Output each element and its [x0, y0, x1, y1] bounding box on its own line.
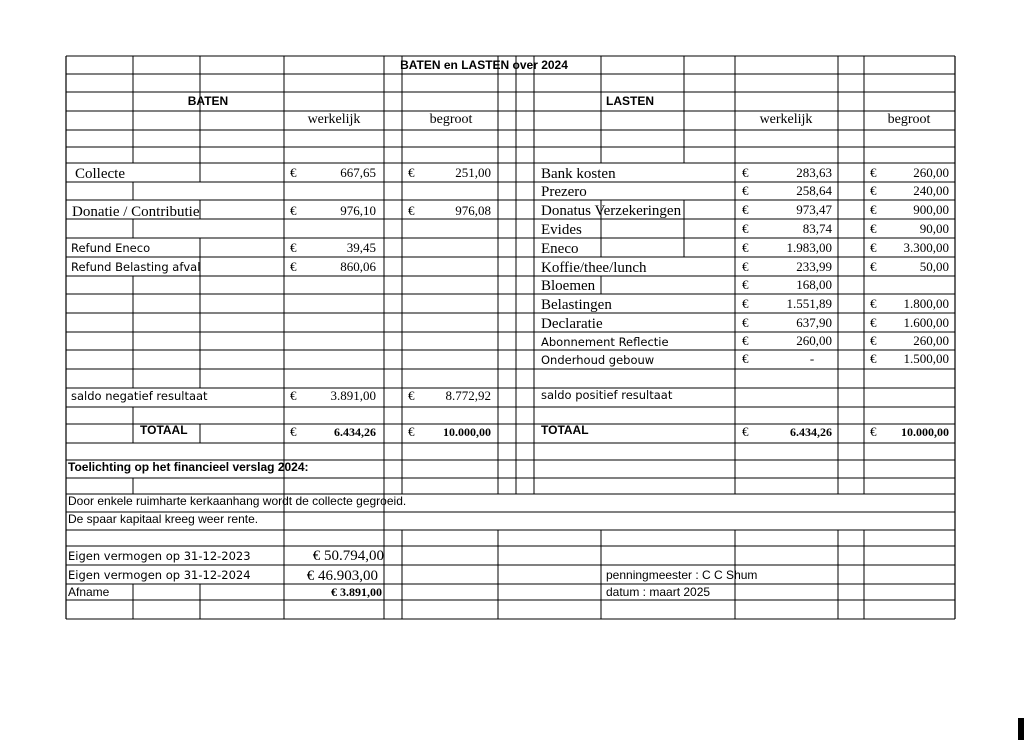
lasten-werkelijk: -	[809, 351, 815, 366]
lasten-werkelijk: 283,63	[796, 165, 832, 180]
lasten-werkelijk: 233,99	[796, 259, 832, 274]
toelichting-heading: Toelichting op het financieel verslag 2024:	[68, 460, 309, 474]
lasten-label: Bloemen	[541, 278, 596, 294]
lasten-label: Bank kosten	[541, 166, 616, 182]
lasten-row	[541, 315, 949, 332]
lasten-row	[541, 240, 949, 257]
baten-werkelijk: 39,45	[346, 240, 376, 255]
baten-row	[72, 203, 491, 220]
lasten-header: LASTEN	[606, 94, 654, 108]
baten-saldo-label: saldo negatief resultaat	[71, 389, 208, 403]
lasten-werkelijk: 1.983,00	[786, 240, 832, 255]
baten-header: BATEN	[187, 94, 229, 108]
lasten-begroot: 3.300,00	[903, 240, 949, 255]
toelichting-line: De spaar kapitaal kreeg weer rente.	[68, 512, 259, 526]
lasten-werkelijk: 258,64	[796, 183, 832, 198]
lasten-begroot: 1.800,00	[903, 296, 949, 311]
lasten-werkelijk: 637,90	[796, 315, 832, 330]
lasten-saldo-label: saldo positief resultaat	[541, 388, 673, 402]
lasten-totaal-werkelijk: 6.434,26	[790, 425, 832, 439]
currency-symbol: €	[870, 333, 877, 348]
currency-symbol: €	[870, 202, 877, 217]
baten-totaal-werkelijk: 6.434,26	[334, 425, 376, 439]
lasten-label: Evides	[541, 222, 582, 238]
baten-saldo-begroot: 8.772,92	[445, 388, 491, 403]
lasten-row	[541, 259, 949, 276]
lasten-label: Eneco	[541, 241, 579, 257]
lasten-row	[541, 277, 832, 294]
lasten-totaal-begroot: 10.000,00	[901, 425, 949, 439]
currency-symbol: €	[870, 183, 877, 198]
currency-symbol: €	[742, 165, 749, 180]
lasten-label: Donatus Verzekeringen	[541, 203, 682, 219]
vermogen-label: Afname	[68, 585, 110, 599]
baten-werkelijk: 860,06	[340, 259, 376, 274]
lasten-begroot: 50,00	[919, 259, 949, 274]
baten-begroot: 976,08	[455, 203, 491, 218]
baten-col-werkelijk: werkelijk	[307, 112, 361, 127]
toelichting-line: Door enkele ruimharte kerkaanhang wordt de collecte gegroeid.	[68, 494, 407, 508]
lasten-begroot: 90,00	[919, 221, 949, 236]
datum-text: datum : maart 2025	[606, 585, 711, 599]
lasten-begroot: 1.500,00	[903, 351, 949, 366]
lasten-werkelijk: 260,00	[796, 333, 832, 348]
penningmeester-text: penningmeester : C C Shum	[606, 568, 758, 582]
currency-symbol: €	[742, 259, 749, 274]
vermogen-label: Eigen vermogen op 31-12-2024	[68, 568, 251, 582]
currency-symbol: €	[290, 165, 297, 180]
scan-edge-mark	[1018, 718, 1024, 740]
lasten-werkelijk: 973,47	[796, 202, 832, 217]
lasten-rows	[541, 165, 949, 367]
currency-symbol: €	[870, 296, 877, 311]
lasten-begroot: 260,00	[913, 165, 949, 180]
lasten-row	[541, 351, 949, 367]
lasten-row	[541, 202, 949, 219]
lasten-row	[541, 221, 949, 238]
lasten-row	[541, 165, 949, 182]
baten-totaal-label: TOTAAL	[140, 423, 188, 437]
lasten-row	[541, 296, 949, 313]
currency-symbol: €	[870, 424, 877, 439]
currency-symbol: €	[870, 221, 877, 236]
lasten-label: Prezero	[541, 184, 587, 200]
lasten-label: Abonnement Reflectie	[541, 335, 669, 349]
vermogen-label: Eigen vermogen op 31-12-2023	[68, 549, 251, 563]
currency-symbol: €	[290, 203, 297, 218]
lasten-label: Koffie/thee/lunch	[541, 260, 647, 276]
baten-label: Donatie / Contributie	[72, 204, 200, 220]
baten-row	[71, 259, 377, 274]
vermogen-value: € 50.794,00	[312, 548, 384, 564]
baten-col-begroot: begroot	[429, 112, 473, 127]
lasten-werkelijk: 83,74	[802, 221, 832, 236]
lasten-label: Belastingen	[541, 297, 612, 313]
baten-label: Refund Eneco	[71, 241, 151, 255]
currency-symbol: €	[742, 202, 749, 217]
lasten-label: Onderhoud gebouw	[541, 353, 655, 367]
currency-symbol: €	[742, 296, 749, 311]
baten-totaal-begroot: 10.000,00	[443, 425, 491, 439]
baten-label: Collecte	[75, 166, 125, 182]
currency-symbol: €	[870, 165, 877, 180]
lasten-begroot: 900,00	[913, 202, 949, 217]
currency-symbol: €	[742, 351, 749, 366]
lasten-label: Declaratie	[541, 316, 603, 332]
baten-werkelijk: 667,65	[340, 165, 376, 180]
lasten-row	[541, 183, 949, 200]
currency-symbol: €	[742, 240, 749, 255]
currency-symbol: €	[742, 221, 749, 236]
currency-symbol: €	[408, 388, 415, 403]
lasten-col-begroot: begroot	[887, 112, 931, 127]
currency-symbol: €	[742, 315, 749, 330]
lasten-row	[541, 333, 949, 349]
currency-symbol: €	[742, 183, 749, 198]
baten-saldo-werkelijk: 3.891,00	[330, 388, 376, 403]
currency-symbol: €	[742, 333, 749, 348]
currency-symbol: €	[290, 424, 297, 439]
currency-symbol: €	[408, 424, 415, 439]
lasten-werkelijk: 1.551,89	[786, 296, 832, 311]
currency-symbol: €	[742, 277, 749, 292]
currency-symbol: €	[870, 259, 877, 274]
currency-symbol: €	[870, 351, 877, 366]
currency-symbol: €	[408, 203, 415, 218]
currency-symbol: €	[290, 240, 297, 255]
baten-werkelijk: 976,10	[340, 203, 376, 218]
currency-symbol: €	[290, 388, 297, 403]
currency-symbol: €	[408, 165, 415, 180]
baten-begroot: 251,00	[455, 165, 491, 180]
lasten-begroot: 260,00	[913, 333, 949, 348]
page-title: BATEN en LASTEN over 2024	[400, 58, 568, 72]
baten-label: Refund Belasting afval	[71, 260, 201, 274]
lasten-begroot: 1.600,00	[903, 315, 949, 330]
baten-row	[75, 165, 491, 182]
currency-symbol: €	[870, 315, 877, 330]
lasten-werkelijk: 168,00	[796, 277, 832, 292]
vermogen-value: € 46.903,00	[306, 568, 378, 584]
currency-symbol: €	[870, 240, 877, 255]
baten-row	[71, 240, 376, 255]
lasten-col-werkelijk: werkelijk	[759, 112, 813, 127]
lasten-begroot: 240,00	[913, 183, 949, 198]
currency-symbol: €	[290, 259, 297, 274]
lasten-totaal-label: TOTAAL	[541, 423, 589, 437]
currency-symbol: €	[742, 424, 749, 439]
vermogen-value: € 3.891,00	[331, 585, 382, 599]
